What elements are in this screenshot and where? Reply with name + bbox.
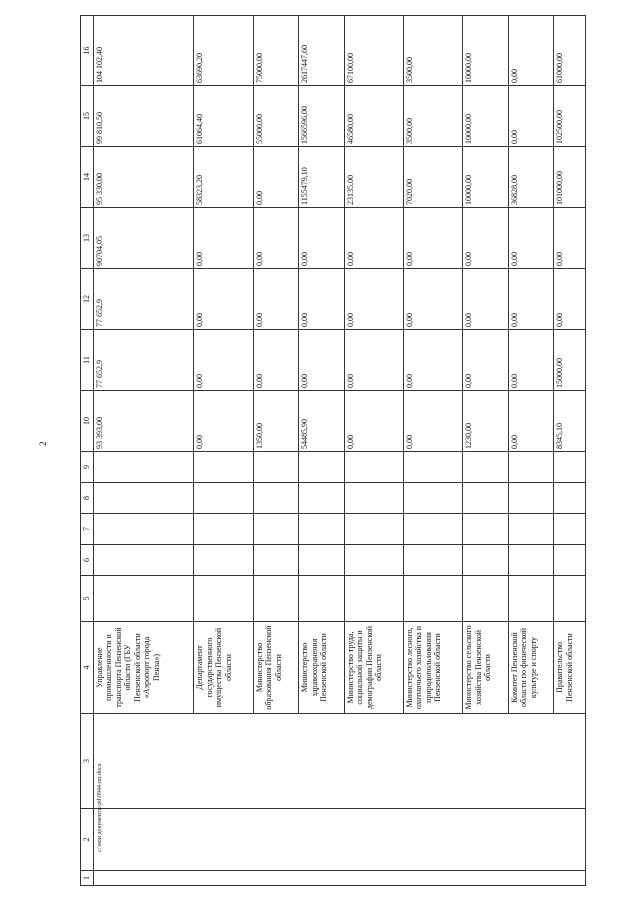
organization-name: Министерство сельского хозяйства Пензенской области: [463, 622, 509, 714]
budget-table: [80, 15, 586, 886]
value-cell: 58323,20: [194, 147, 253, 208]
value-cell: 95 330,00: [94, 147, 194, 208]
value-cell: [554, 514, 586, 545]
footer-file-path: c:\мои документы\pd\0944-пп.docx: [97, 763, 103, 852]
column-header: 3: [81, 714, 94, 809]
value-cell: 0,00: [463, 208, 509, 269]
value-cell: [554, 576, 586, 622]
column-header: 6: [81, 545, 94, 576]
value-cell: 90704,05: [94, 208, 194, 269]
value-cell: [508, 483, 554, 514]
column-header: 5: [81, 576, 94, 622]
organization-name: Министерство труда, социальной защиты и демографии Пензенской области: [344, 622, 403, 714]
column-header: 9: [81, 452, 94, 483]
value-cell: 77 652,9: [94, 330, 194, 391]
value-cell: [94, 545, 194, 576]
value-cell: 0,00: [194, 208, 253, 269]
organization-name: Правительство Пензенской области: [554, 622, 586, 714]
value-cell: [299, 514, 345, 545]
value-cell: [194, 452, 253, 483]
value-cell: [344, 545, 403, 576]
value-cell: [554, 483, 586, 514]
value-cell: 0,00: [344, 208, 403, 269]
value-cell: 55000,00: [253, 86, 299, 147]
value-cell: 63690,20: [194, 16, 253, 86]
value-cell: 0,00: [508, 391, 554, 452]
value-cell: 0,00: [508, 269, 554, 330]
value-cell: [508, 576, 554, 622]
value-cell: [463, 452, 509, 483]
value-cell: [253, 452, 299, 483]
value-cell: [299, 483, 345, 514]
column-header: 10: [81, 391, 94, 452]
value-cell: [253, 576, 299, 622]
value-cell: 3500,00: [403, 86, 462, 147]
column-header: 4: [81, 622, 94, 714]
value-cell: 23135,00: [344, 147, 403, 208]
value-cell: [403, 483, 462, 514]
value-cell: 75000,00: [253, 16, 299, 86]
value-cell: [94, 576, 194, 622]
value-cell: 0,00: [403, 208, 462, 269]
organization-name: Министерство образования Пензенской области: [253, 622, 299, 714]
value-cell: 0,00: [299, 208, 345, 269]
value-cell: [194, 514, 253, 545]
value-cell: 8345,10: [554, 391, 586, 452]
value-cell: [403, 514, 462, 545]
table-cell-col1: [94, 871, 586, 886]
organization-name: Департамент государственного имущества Пензенской области: [194, 622, 253, 714]
value-cell: 15000,00: [554, 330, 586, 391]
organization-name: Комитет Пензенской области по физической культуре и спорту: [508, 622, 554, 714]
value-cell: [554, 545, 586, 576]
value-cell: [403, 545, 462, 576]
value-cell: [508, 514, 554, 545]
value-cell: 7020,00: [403, 147, 462, 208]
value-cell: [299, 576, 345, 622]
value-cell: [554, 452, 586, 483]
value-cell: 1230,00: [463, 391, 509, 452]
value-cell: [403, 452, 462, 483]
column-header: 7: [81, 514, 94, 545]
value-cell: 0,00: [299, 269, 345, 330]
value-cell: 10000,00: [463, 16, 509, 86]
value-cell: 101000,00: [554, 147, 586, 208]
value-cell: [194, 483, 253, 514]
value-cell: [299, 545, 345, 576]
column-header: 8: [81, 483, 94, 514]
value-cell: 0,00: [463, 269, 509, 330]
value-cell: 0,00: [344, 269, 403, 330]
value-cell: 46580,00: [344, 86, 403, 147]
value-cell: [253, 545, 299, 576]
value-cell: 1350,00: [253, 391, 299, 452]
value-cell: [463, 576, 509, 622]
value-cell: 0,00: [508, 16, 554, 86]
value-cell: [344, 452, 403, 483]
value-cell: 0,00: [253, 330, 299, 391]
value-cell: [508, 452, 554, 483]
column-header: 16: [81, 16, 94, 86]
value-cell: 61064,40: [194, 86, 253, 147]
value-cell: 0,00: [194, 269, 253, 330]
value-cell: [344, 483, 403, 514]
value-cell: 0,00: [253, 147, 299, 208]
value-cell: 0,00: [554, 269, 586, 330]
value-cell: 99 810,50: [94, 86, 194, 147]
organization-name: Министерство лесного, охотничьего хозяйства и природопользования Пензенской области: [403, 622, 462, 714]
column-header: 14: [81, 147, 94, 208]
value-cell: [403, 576, 462, 622]
page-number: 2: [38, 441, 48, 446]
value-cell: [463, 545, 509, 576]
value-cell: 0,00: [253, 269, 299, 330]
value-cell: 0,00: [194, 391, 253, 452]
value-cell: 77 652,9: [94, 269, 194, 330]
value-cell: 0,00: [508, 86, 554, 147]
table-cell-col2: [94, 809, 586, 871]
value-cell: 10000,00: [463, 147, 509, 208]
column-header: 12: [81, 269, 94, 330]
column-header: 2: [81, 809, 94, 871]
value-cell: 93 393,00: [94, 391, 194, 452]
value-cell: 0,00: [463, 330, 509, 391]
value-cell: 1155479,10: [299, 147, 345, 208]
value-cell: 1566596,00: [299, 86, 345, 147]
value-cell: [194, 576, 253, 622]
value-cell: [94, 483, 194, 514]
table-cell-col3: [94, 714, 586, 809]
value-cell: 3500,00: [403, 16, 462, 86]
column-header: 1: [81, 871, 94, 886]
value-cell: [463, 514, 509, 545]
value-cell: 0,00: [344, 391, 403, 452]
table-row: [94, 16, 194, 886]
value-cell: 102500,00: [554, 86, 586, 147]
column-header: 13: [81, 208, 94, 269]
value-cell: [253, 483, 299, 514]
rotated-page-content: [80, 16, 586, 886]
value-cell: 0,00: [253, 208, 299, 269]
value-cell: [253, 514, 299, 545]
value-cell: 0,00: [403, 391, 462, 452]
value-cell: [344, 576, 403, 622]
value-cell: [94, 514, 194, 545]
value-cell: 0,00: [508, 330, 554, 391]
column-number-row: [81, 16, 94, 886]
value-cell: 61000,00: [554, 16, 586, 86]
value-cell: 36828,00: [508, 147, 554, 208]
value-cell: 0,00: [299, 330, 345, 391]
value-cell: 0,00: [554, 208, 586, 269]
value-cell: [344, 514, 403, 545]
value-cell: [94, 452, 194, 483]
column-header: 15: [81, 86, 94, 147]
value-cell: 2617447,60: [299, 16, 345, 86]
organization-name: Управление промышленности и транспорта Пензенской области (ГБУ Пензенской области «Аэропорт города Пенза»): [94, 622, 194, 714]
column-header: 11: [81, 330, 94, 391]
value-cell: [299, 452, 345, 483]
value-cell: 54485,90: [299, 391, 345, 452]
value-cell: 0,00: [403, 269, 462, 330]
value-cell: 0,00: [194, 330, 253, 391]
value-cell: 0,00: [344, 330, 403, 391]
organization-name: Министерство здравоохранения Пензенской области: [299, 622, 345, 714]
value-cell: 0,00: [403, 330, 462, 391]
value-cell: [194, 545, 253, 576]
value-cell: 0,00: [508, 208, 554, 269]
value-cell: 104 102,40: [94, 16, 194, 86]
value-cell: [463, 483, 509, 514]
value-cell: 67100,00: [344, 16, 403, 86]
value-cell: 10000,00: [463, 86, 509, 147]
value-cell: [508, 545, 554, 576]
